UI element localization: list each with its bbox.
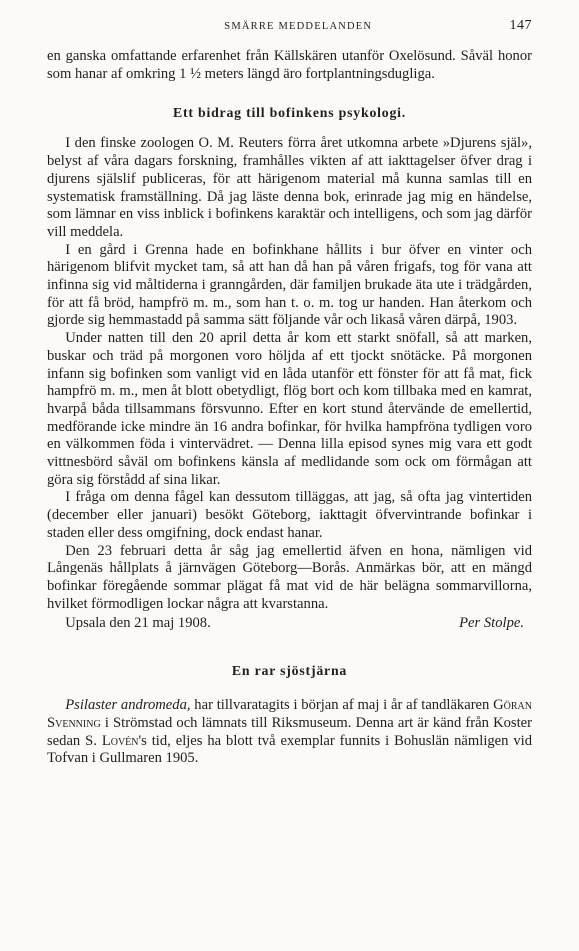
article1-paragraph-1: I den finske zoologen O. M. Reuters förra året utkomna arbete »Djurens själ», belyst af våra dagars forskning, framhålles vikten af att iakttagelser öfver drag i djurens själslif publiceras, för att härigenom material må kunna samlas till en systematisk framställning. Då jag läste denna bok, erinrade jag mig en händelse, som lämnar en viss inblick i bofinkens karaktär och intelligens, och som jag därför vill meddela. <box>47 135 532 240</box>
running-title: SMÄRRE MEDDELANDEN <box>224 21 373 32</box>
dateline: Upsala den 21 maj 1908. <box>65 615 211 632</box>
article-title-sjostjarna: En rar sjöstjärna <box>231 663 348 679</box>
page-number: 147 <box>509 18 532 33</box>
article-title-bofinken: Ett bidrag till bofinkens psykologi. <box>172 105 407 121</box>
author-signature: Per Stolpe. <box>459 615 524 632</box>
dateline-row <box>47 615 532 633</box>
article2-text-1: har tillvaratagits i början af maj i år af tandläkaren <box>190 697 494 714</box>
article1-paragraph-2: I en gård i Grenna hade en bofinkhane hållits i bur öfver en vinter och härigenom blifvit mycket tam, så att han då han på våren frigafs, tog för vana att infinna sig vid måltiderna i granngården, där familjen brukade äta ute i trädgården, för att få bröd, hampfrö m. m., som han t. o. m. tog ur handen. Han återkom och gjorde sig hemmastadd på samma sätt följande vår och likaså våren därpå, 1903. <box>47 241 532 329</box>
article1-paragraph-4: I fråga om denna fågel kan dessutom tilläggas, att jag, så ofta jag vintertiden (december eller januari) besökt Göteborg, iakttagit öfvervintrande bofinkar i staden eller dess omgifning, dock endast hanar. <box>47 489 532 541</box>
running-header <box>47 18 532 36</box>
species-name: Psilaster andromeda, <box>65 697 191 714</box>
person-name-svenning: Göran Svenning <box>47 697 532 731</box>
person-name-loven: Lovén <box>101 732 139 749</box>
article2-text-3: 's tid, eljes ha blott två exemplar funnits i Bohuslän nämligen vid Tofvan i Gullmaren 1905. <box>47 732 532 767</box>
intro-paragraph: en ganska omfattande erfarenhet från Källskären utanför Oxelösund. Såväl honor som hanar af omkring 1 ½ meters längd äro fortplantningsdugliga. <box>47 48 532 82</box>
article1-paragraph-5: Den 23 februari detta år såg jag emellertid äfven en hona, nämligen vid Långenäs hållplats å järnvägen Göteborg—Borås. Anmärkas bör, att en mängd bofinkar föregående sommar plägat få mat vid de här belägna sommarvillorna, hvilket förmodligen lockar några att kvarstanna. <box>47 542 532 612</box>
article1-paragraph-3: Under natten till den 20 april detta år kom ett starkt snöfall, så att marken, buskar och träd på morgonen voro höljda af ett tjockt snötäcke. På morgonen infann sig bofinken som vanligt vid en låda utanför ett fönster för att få mat, fick hampfrö m. m., men åt blott obetydligt, flög bort och kom tillbaka med en kamrat, hvarpå båda tillsammans försvunno. Efter en kort stund återvände de emellertid, medförande icke mindre än 16 andra bofinkar, för hvilka hampfröna tydligen voro en välkommen föda i vintervädret. — Denna lilla episod synes mig vara ett godt vittnesbörd såväl om bofinkens känsla af medlidande som ock om förmågan att göra sig förstådd af sina likar. <box>47 330 532 488</box>
article2-text-2: i Strömstad och lämnats till Riksmuseum. Denna art är känd från Koster sedan S. <box>47 714 532 749</box>
article2-paragraph <box>47 697 532 768</box>
